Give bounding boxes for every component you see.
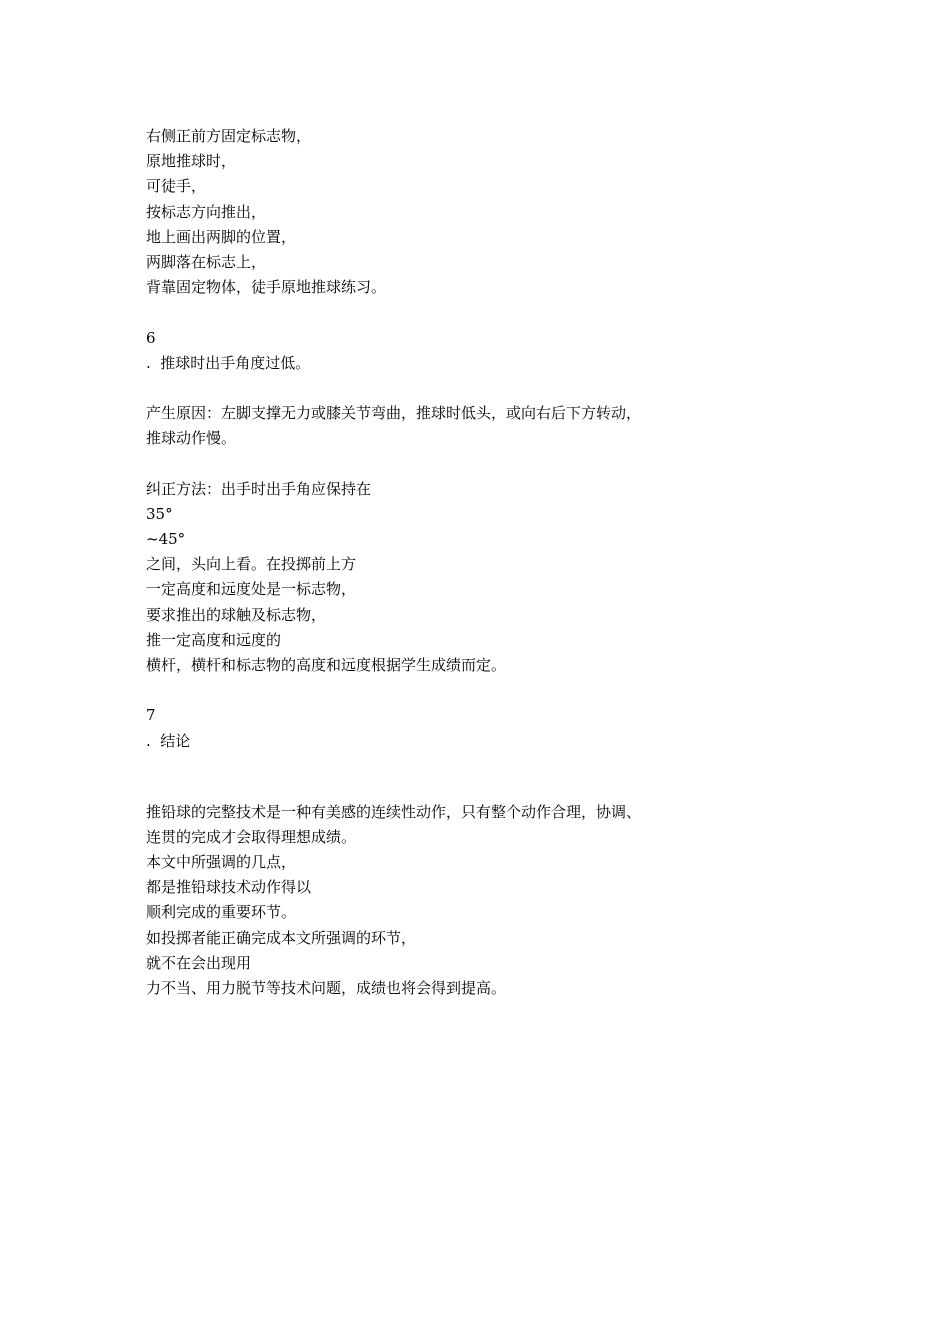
text-line: 如投掷者能正确完成本文所强调的环节， [146,928,417,947]
conclusion-paragraph [146,800,846,1002]
text-line: 右侧正前方固定标志物， [146,127,312,145]
text-line: 横杆，横杆和标志物的高度和远度根据学生成绩而定。 [146,655,507,674]
text-line: 两脚落在标志上， [146,252,267,271]
text-line: 推一定高度和远度的 [146,630,282,649]
text-line: 原地推球时， [146,152,237,171]
text-line: 就不在会出现用 [146,953,252,972]
section-7 [146,703,846,1001]
paragraph-gap [146,300,846,325]
text-line: 推球动作慢。 [146,429,237,448]
text-line: 力不当、用力脱节等技术问题，成绩也将会得到提高。 [146,979,507,997]
text-line: 按标志方向推出， [146,202,267,221]
text-line: 连贯的完成才会取得理想成绩。 [146,827,357,846]
paragraph-gap [146,451,846,476]
section-heading: . 推球时出手角度过低。 [146,353,311,372]
text-line: 背靠固定物体，徒手原地推球练习。 [146,278,387,297]
text-line: 35° [146,504,173,523]
text-line: 顺利完成的重要环节。 [146,903,297,922]
section-6 [146,326,846,679]
section-heading: . 结论 [146,731,191,750]
text-line: 本文中所强调的几点， [146,853,297,872]
text-line: 地上画出两脚的位置， [146,227,297,246]
text-line: 之间，头向上看。在投掷前上方 [146,555,357,574]
paragraph-gap [146,678,846,703]
section-number: 6 [146,328,156,347]
text-line: ~45° [146,530,186,548]
paragraph-gap [146,376,846,401]
text-line: 纠正方法：出手时出手角应保持在 [146,479,372,498]
text-line: 产生原因：左脚支撑无力或膝关节弯曲，推球时低头，或向右后下方转动， [146,404,642,423]
paragraph-gap [146,754,846,800]
section-number: 7 [146,706,156,725]
fix-paragraph [146,477,846,679]
text-line: 要求推出的球触及标志物， [146,605,327,624]
document-page [146,124,846,1001]
text-line: 可徒手， [146,177,207,196]
text-line: 推铅球的完整技术是一种有美感的连续性动作，只有整个动作合理，协调、 [146,802,642,821]
cause-paragraph [146,401,846,451]
text-line: 一定高度和远度处是一标志物， [146,580,357,599]
text-line: 都是推铅球技术动作得以 [146,878,312,897]
section-5-tail [146,124,846,300]
